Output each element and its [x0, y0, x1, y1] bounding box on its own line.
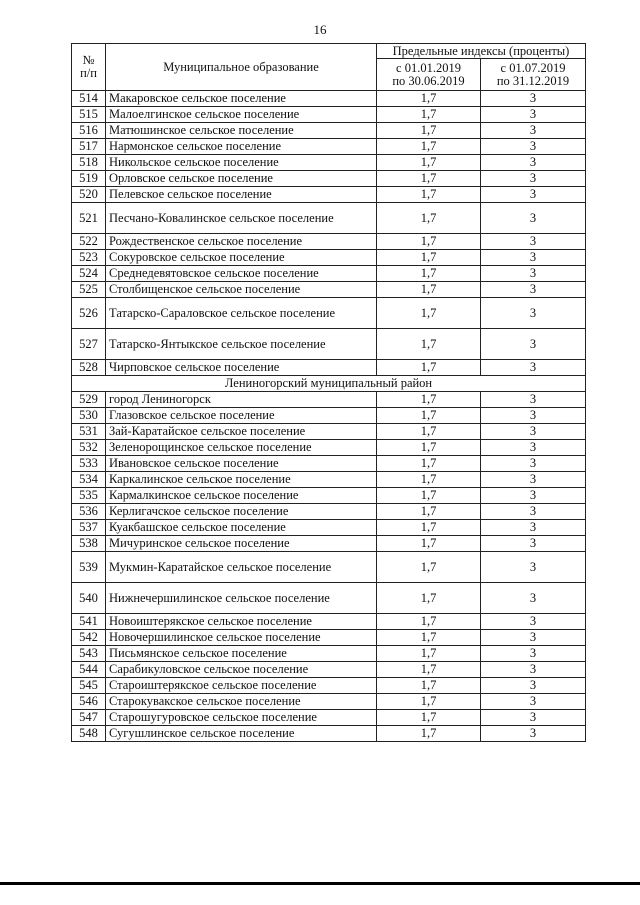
row-index-period-2: 3: [481, 678, 586, 694]
table-row: [72, 234, 586, 250]
header-period-1: [377, 59, 481, 91]
table-row: [72, 424, 586, 440]
row-municipality: Письмянское сельское поселение: [106, 646, 377, 662]
row-municipality: Среднедевятовское сельское поселение: [106, 266, 377, 282]
table-row: [72, 440, 586, 456]
row-index-period-1: 1,7: [377, 440, 481, 456]
row-index-period-2: 3: [481, 536, 586, 552]
header-number-label: №: [82, 53, 95, 67]
row-number: 545: [72, 678, 106, 694]
row-index-period-1: 1,7: [377, 678, 481, 694]
table-row: [72, 456, 586, 472]
row-municipality: Никольское сельское поселение: [106, 155, 377, 171]
row-municipality: Рождественское сельское поселение: [106, 234, 377, 250]
row-index-period-1: 1,7: [377, 203, 481, 234]
row-index-period-2: 3: [481, 250, 586, 266]
row-number: 514: [72, 91, 106, 107]
row-index-period-2: 3: [481, 472, 586, 488]
row-index-period-2: 3: [481, 282, 586, 298]
row-municipality: Макаровское сельское поселение: [106, 91, 377, 107]
row-number: 528: [72, 360, 106, 376]
header-municipality: Муниципальное образование: [106, 44, 377, 91]
table-row: [72, 329, 586, 360]
header-period-2: [481, 59, 586, 91]
row-index-period-2: 3: [481, 155, 586, 171]
header-period-1-end: по 30.06.2019: [392, 73, 465, 88]
row-number: 539: [72, 552, 106, 583]
row-index-period-2: 3: [481, 440, 586, 456]
row-municipality: Новоиштерякское сельское поселение: [106, 614, 377, 630]
row-index-period-1: 1,7: [377, 107, 481, 123]
row-index-period-1: 1,7: [377, 488, 481, 504]
row-index-period-1: 1,7: [377, 234, 481, 250]
row-index-period-1: 1,7: [377, 282, 481, 298]
row-number: 541: [72, 614, 106, 630]
row-index-period-2: 3: [481, 123, 586, 139]
table-row: [72, 552, 586, 583]
row-number: 533: [72, 456, 106, 472]
row-index-period-1: 1,7: [377, 392, 481, 408]
row-number: 542: [72, 630, 106, 646]
row-number: 525: [72, 282, 106, 298]
row-index-period-2: 3: [481, 488, 586, 504]
row-municipality: город Лениногорск: [106, 392, 377, 408]
table-row: [72, 646, 586, 662]
row-number: 521: [72, 203, 106, 234]
table-row: [72, 504, 586, 520]
row-index-period-1: 1,7: [377, 520, 481, 536]
row-index-period-2: 3: [481, 726, 586, 742]
row-index-period-2: 3: [481, 91, 586, 107]
table-row: [72, 662, 586, 678]
row-municipality: Кармалкинское сельское поселение: [106, 488, 377, 504]
row-index-period-2: 3: [481, 298, 586, 329]
row-number: 518: [72, 155, 106, 171]
table-row: [72, 472, 586, 488]
row-number: 531: [72, 424, 106, 440]
row-index-period-2: 3: [481, 139, 586, 155]
row-index-period-1: 1,7: [377, 424, 481, 440]
row-municipality: Пелевское сельское поселение: [106, 187, 377, 203]
header-period-2-start: с 01.07.2019: [500, 60, 566, 75]
row-number: 547: [72, 710, 106, 726]
row-index-period-2: 3: [481, 614, 586, 630]
row-number: 516: [72, 123, 106, 139]
table-row: [72, 171, 586, 187]
row-municipality: Песчано-Ковалинское сельское поселение: [106, 203, 377, 234]
section-row: [72, 376, 586, 392]
row-index-period-2: 3: [481, 171, 586, 187]
table-row: [72, 360, 586, 376]
row-index-period-2: 3: [481, 646, 586, 662]
row-index-period-1: 1,7: [377, 504, 481, 520]
table-row: [72, 694, 586, 710]
row-municipality: Новочершилинское сельское поселение: [106, 630, 377, 646]
row-index-period-2: 3: [481, 203, 586, 234]
table-row: [72, 123, 586, 139]
row-municipality: Глазовское сельское поселение: [106, 408, 377, 424]
row-index-period-1: 1,7: [377, 266, 481, 282]
row-index-period-1: 1,7: [377, 552, 481, 583]
scan-edge-line: [0, 882, 640, 885]
row-index-period-1: 1,7: [377, 710, 481, 726]
row-index-period-1: 1,7: [377, 155, 481, 171]
table-row: [72, 139, 586, 155]
table-row: [72, 250, 586, 266]
row-index-period-1: 1,7: [377, 472, 481, 488]
table-row: [72, 520, 586, 536]
row-index-period-1: 1,7: [377, 187, 481, 203]
table-row: [72, 678, 586, 694]
row-number: 540: [72, 583, 106, 614]
row-index-period-1: 1,7: [377, 536, 481, 552]
table-row: [72, 155, 586, 171]
row-municipality: Ивановское сельское поселение: [106, 456, 377, 472]
row-number: 532: [72, 440, 106, 456]
row-municipality: Каркалинское сельское поселение: [106, 472, 377, 488]
row-index-period-1: 1,7: [377, 630, 481, 646]
row-number: 515: [72, 107, 106, 123]
row-index-period-2: 3: [481, 187, 586, 203]
row-municipality: Сарабикуловское сельское поселение: [106, 662, 377, 678]
row-index-period-1: 1,7: [377, 139, 481, 155]
row-number: 534: [72, 472, 106, 488]
row-municipality: Зеленорощинское сельское поселение: [106, 440, 377, 456]
row-number: 523: [72, 250, 106, 266]
row-municipality: Куакбашское сельское поселение: [106, 520, 377, 536]
row-municipality: Орловское сельское поселение: [106, 171, 377, 187]
row-number: 537: [72, 520, 106, 536]
row-index-period-2: 3: [481, 710, 586, 726]
table-row: [72, 710, 586, 726]
tariff-index-table: [71, 43, 586, 742]
row-municipality: Мукмин-Каратайское сельское поселение: [106, 552, 377, 583]
row-municipality: Нармонское сельское поселение: [106, 139, 377, 155]
row-index-period-2: 3: [481, 107, 586, 123]
row-index-period-1: 1,7: [377, 360, 481, 376]
row-index-period-1: 1,7: [377, 662, 481, 678]
row-index-period-2: 3: [481, 408, 586, 424]
table-row: [72, 282, 586, 298]
row-number: 517: [72, 139, 106, 155]
row-index-period-1: 1,7: [377, 408, 481, 424]
row-number: 538: [72, 536, 106, 552]
row-municipality: Нижнечершилинское сельское поселение: [106, 583, 377, 614]
row-municipality: Чирповское сельское поселение: [106, 360, 377, 376]
row-index-period-1: 1,7: [377, 456, 481, 472]
row-index-period-1: 1,7: [377, 171, 481, 187]
table-row: [72, 583, 586, 614]
row-number: 535: [72, 488, 106, 504]
header-indices-group: Предельные индексы (проценты): [377, 44, 586, 59]
row-municipality: Малоелгинское сельское поселение: [106, 107, 377, 123]
row-municipality: Староиштерякское сельское поселение: [106, 678, 377, 694]
row-index-period-1: 1,7: [377, 298, 481, 329]
row-index-period-2: 3: [481, 392, 586, 408]
row-index-period-2: 3: [481, 266, 586, 282]
row-municipality: Старошугуровское сельское поселение: [106, 710, 377, 726]
row-municipality: Татарско-Янтыкское сельское поселение: [106, 329, 377, 360]
row-index-period-2: 3: [481, 234, 586, 250]
table-row: [72, 266, 586, 282]
row-municipality: Сокуровское сельское поселение: [106, 250, 377, 266]
table-row: [72, 630, 586, 646]
row-number: 530: [72, 408, 106, 424]
table-row: [72, 298, 586, 329]
section-title: Лениногорский муниципальный район: [72, 376, 586, 392]
row-number: 527: [72, 329, 106, 360]
row-number: 546: [72, 694, 106, 710]
row-municipality: Зай-Каратайское сельское поселение: [106, 424, 377, 440]
row-index-period-2: 3: [481, 360, 586, 376]
row-index-period-1: 1,7: [377, 694, 481, 710]
row-index-period-2: 3: [481, 583, 586, 614]
row-index-period-2: 3: [481, 520, 586, 536]
table-row: [72, 107, 586, 123]
row-number: 522: [72, 234, 106, 250]
table-row: [72, 726, 586, 742]
row-municipality: Столбищенское сельское поселение: [106, 282, 377, 298]
table-row: [72, 614, 586, 630]
table-header: [72, 44, 586, 91]
row-municipality: Татарско-Сараловское сельское поселение: [106, 298, 377, 329]
table-row: [72, 187, 586, 203]
table-row: [72, 488, 586, 504]
row-municipality: Керлигачское сельское поселение: [106, 504, 377, 520]
page-number: 16: [313, 22, 327, 37]
row-index-period-2: 3: [481, 662, 586, 678]
row-index-period-1: 1,7: [377, 250, 481, 266]
row-number: 548: [72, 726, 106, 742]
row-municipality: Старокувакское сельское поселение: [106, 694, 377, 710]
table-row: [72, 536, 586, 552]
header-period-2-end: по 31.12.2019: [496, 73, 570, 88]
row-number: 536: [72, 504, 106, 520]
row-number: 544: [72, 662, 106, 678]
row-index-period-1: 1,7: [377, 123, 481, 139]
table-row: [72, 203, 586, 234]
row-index-period-1: 1,7: [377, 726, 481, 742]
row-index-period-1: 1,7: [377, 329, 481, 360]
row-municipality: Мичуринское сельское поселение: [106, 536, 377, 552]
header-period-1-start: с 01.01.2019: [396, 60, 461, 75]
row-number: 543: [72, 646, 106, 662]
row-index-period-2: 3: [481, 424, 586, 440]
header-number-cell: [72, 44, 106, 91]
row-index-period-2: 3: [481, 630, 586, 646]
row-index-period-2: 3: [481, 552, 586, 583]
row-number: 524: [72, 266, 106, 282]
row-index-period-1: 1,7: [377, 91, 481, 107]
row-index-period-1: 1,7: [377, 614, 481, 630]
table-body: [72, 91, 586, 742]
header-number-sublabel: п/п: [80, 66, 97, 80]
table-row: [72, 408, 586, 424]
row-index-period-2: 3: [481, 694, 586, 710]
table-row: [72, 392, 586, 408]
row-index-period-2: 3: [481, 329, 586, 360]
row-index-period-2: 3: [481, 456, 586, 472]
row-municipality: Матюшинское сельское поселение: [106, 123, 377, 139]
row-index-period-1: 1,7: [377, 583, 481, 614]
row-number: 519: [72, 171, 106, 187]
row-number: 520: [72, 187, 106, 203]
table-row: [72, 91, 586, 107]
row-index-period-1: 1,7: [377, 646, 481, 662]
row-municipality: Сугушлинское сельское поселение: [106, 726, 377, 742]
row-number: 529: [72, 392, 106, 408]
row-index-period-2: 3: [481, 504, 586, 520]
row-number: 526: [72, 298, 106, 329]
